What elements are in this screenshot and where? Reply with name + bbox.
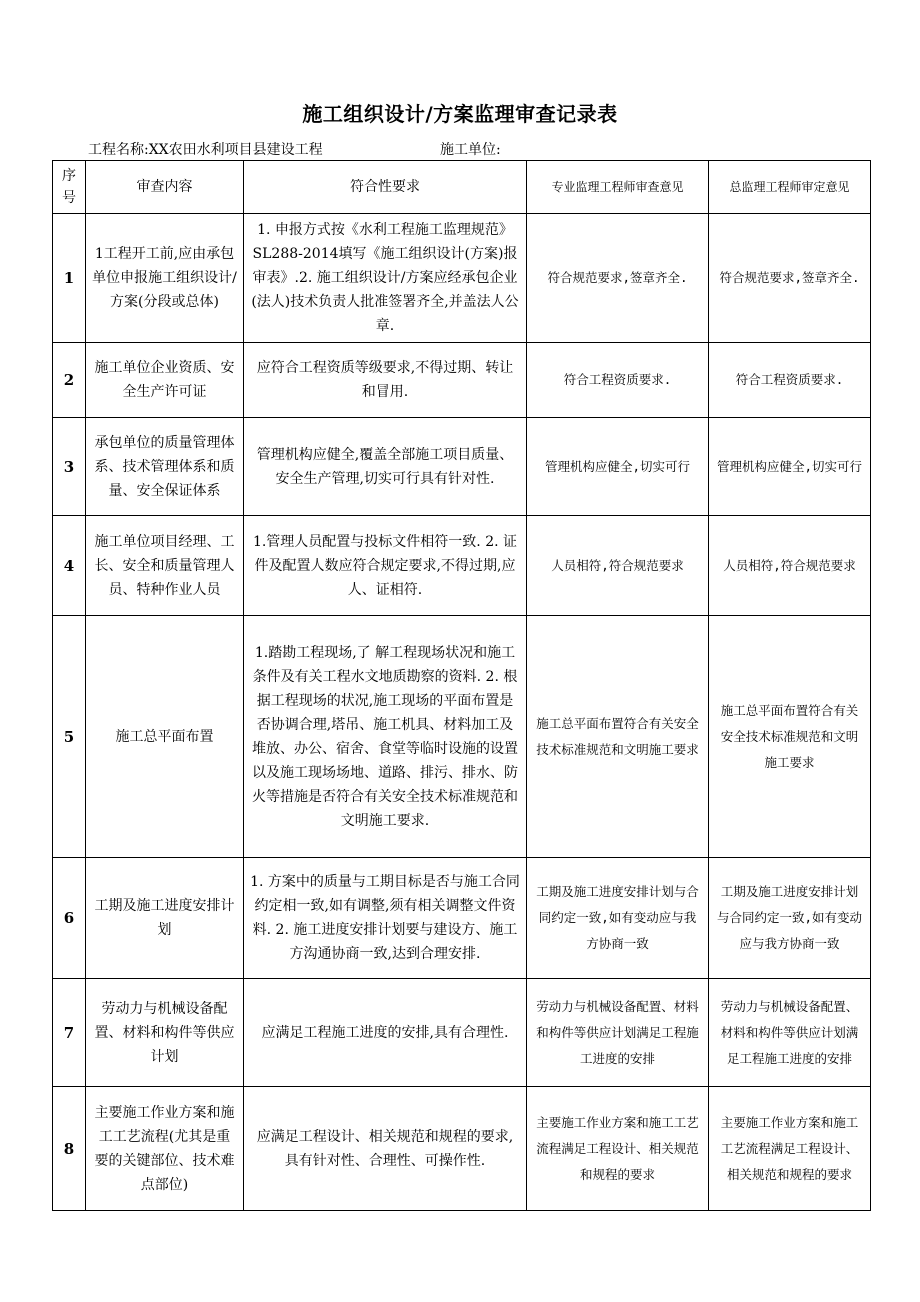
table-row <box>53 343 871 418</box>
chief-opinion: 符合规范要求,签章齐全. <box>709 214 871 343</box>
compliance-requirement: 管理机构应健全,覆盖全部施工项目质量、安全生产管理,切实可行具有针对性. <box>244 418 527 516</box>
row-number: 2 <box>53 343 86 418</box>
review-content: 1工程开工前,应由承包单位申报施工组织设计/方案(分段或总体) <box>86 214 244 343</box>
specialist-opinion: 符合规范要求,签章齐全. <box>527 214 709 343</box>
review-content: 施工单位企业资质、安全生产许可证 <box>86 343 244 418</box>
specialist-opinion: 主要施工作业方案和施工工艺流程满足工程设计、相关规范和规程的要求 <box>527 1087 709 1211</box>
compliance-requirement: 应符合工程资质等级要求,不得过期、转让和冒用. <box>244 343 527 418</box>
chief-opinion: 施工总平面布置符合有关安全技术标准规范和文明施工要求 <box>709 616 871 858</box>
table-row <box>53 214 871 343</box>
row-number: 7 <box>53 979 86 1087</box>
row-number: 6 <box>53 858 86 979</box>
table-row <box>53 979 871 1087</box>
compliance-requirement: 应满足工程施工进度的安排,具有合理性. <box>244 979 527 1087</box>
chief-opinion: 工期及施工进度安排计划与合同约定一致,如有变动应与我方协商一致 <box>709 858 871 979</box>
specialist-opinion: 管理机构应健全,切实可行 <box>527 418 709 516</box>
project-name: 工程名称:XX农田水利项目县建设工程 <box>88 142 323 158</box>
review-content: 承包单位的质量管理体系、技术管理体系和质量、安全保证体系 <box>86 418 244 516</box>
row-number: 3 <box>53 418 86 516</box>
review-content: 主要施工作业方案和施工工艺流程(尤其是重要的关键部位、技术难点部位) <box>86 1087 244 1211</box>
review-content: 施工单位项目经理、工长、安全和质量管理人员、特种作业人员 <box>86 516 244 616</box>
chief-opinion: 劳动力与机械设备配置、材料和构件等供应计划满足工程施工进度的安排 <box>709 979 871 1087</box>
review-content: 工期及施工进度安排计划 <box>86 858 244 979</box>
header-specialist: 专业监理工程师审查意见 <box>527 161 709 214</box>
header-row <box>53 161 871 214</box>
row-number: 1 <box>53 214 86 343</box>
header-requirement: 符合性要求 <box>244 161 527 214</box>
table-row <box>53 516 871 616</box>
table-row <box>53 858 871 979</box>
specialist-opinion: 工期及施工进度安排计划与合同约定一致,如有变动应与我方协商一致 <box>527 858 709 979</box>
specialist-opinion: 劳动力与机械设备配置、材料和构件等供应计划满足工程施工进度的安排 <box>527 979 709 1087</box>
review-table <box>52 160 871 1211</box>
header-content: 审查内容 <box>86 161 244 214</box>
review-content: 施工总平面布置 <box>86 616 244 858</box>
table-row <box>53 1087 871 1211</box>
chief-opinion: 管理机构应健全,切实可行 <box>709 418 871 516</box>
table-row <box>53 616 871 858</box>
page-title: 施工组织设计/方案监理审查记录表 <box>302 102 618 126</box>
specialist-opinion: 人员相符,符合规范要求 <box>527 516 709 616</box>
meta-line <box>88 139 501 159</box>
construction-unit: 施工单位: <box>440 142 501 158</box>
specialist-opinion: 施工总平面布置符合有关安全技术标准规范和文明施工要求 <box>527 616 709 858</box>
table-row <box>53 418 871 516</box>
review-content: 劳动力与机械设备配置、材料和构件等供应计划 <box>86 979 244 1087</box>
row-number: 5 <box>53 616 86 858</box>
compliance-requirement: 应满足工程设计、相关规范和规程的要求,具有针对性、合理性、可操作性. <box>244 1087 527 1211</box>
chief-opinion: 人员相符,符合规范要求 <box>709 516 871 616</box>
specialist-opinion: 符合工程资质要求. <box>527 343 709 418</box>
row-number: 4 <box>53 516 86 616</box>
compliance-requirement: 1. 申报方式按《水利工程施工监理规范》SL288-2014填写《施工组织设计(方案)报审表》.2. 施工组织设计/方案应经承包企业(法人)技术负责人批准签署齐全,并盖法人公章. <box>244 214 527 343</box>
chief-opinion: 符合工程资质要求. <box>709 343 871 418</box>
header-chief: 总监理工程师审定意见 <box>709 161 871 214</box>
compliance-requirement: 1. 方案中的质量与工期目标是否与施工合同约定相一致,如有调整,须有相关调整文件资料. 2. 施工进度安排计划要与建设方、施工方沟通协商一致,达到合理安排. <box>244 858 527 979</box>
chief-opinion: 主要施工作业方案和施工工艺流程满足工程设计、相关规范和规程的要求 <box>709 1087 871 1211</box>
header-seq: 序号 <box>53 161 86 214</box>
compliance-requirement: 1.踏勘工程现场,了 解工程现场状况和施工条件及有关工程水文地质勘察的资料. 2. 根据工程现场的状况,施工现场的平面布置是否协调合理,塔吊、施工机具、材料加工及堆放、办公、宿舍、食堂等临时设施的设置以及施工现场场地、道路、排污、排水、防火等措施是否符合有关安全技术标准规范和文明施工要求. <box>244 616 527 858</box>
row-number: 8 <box>53 1087 86 1211</box>
compliance-requirement: 1.管理人员配置与投标文件相符一致. 2. 证件及配置人数应符合规定要求,不得过期,应人、证相符. <box>244 516 527 616</box>
